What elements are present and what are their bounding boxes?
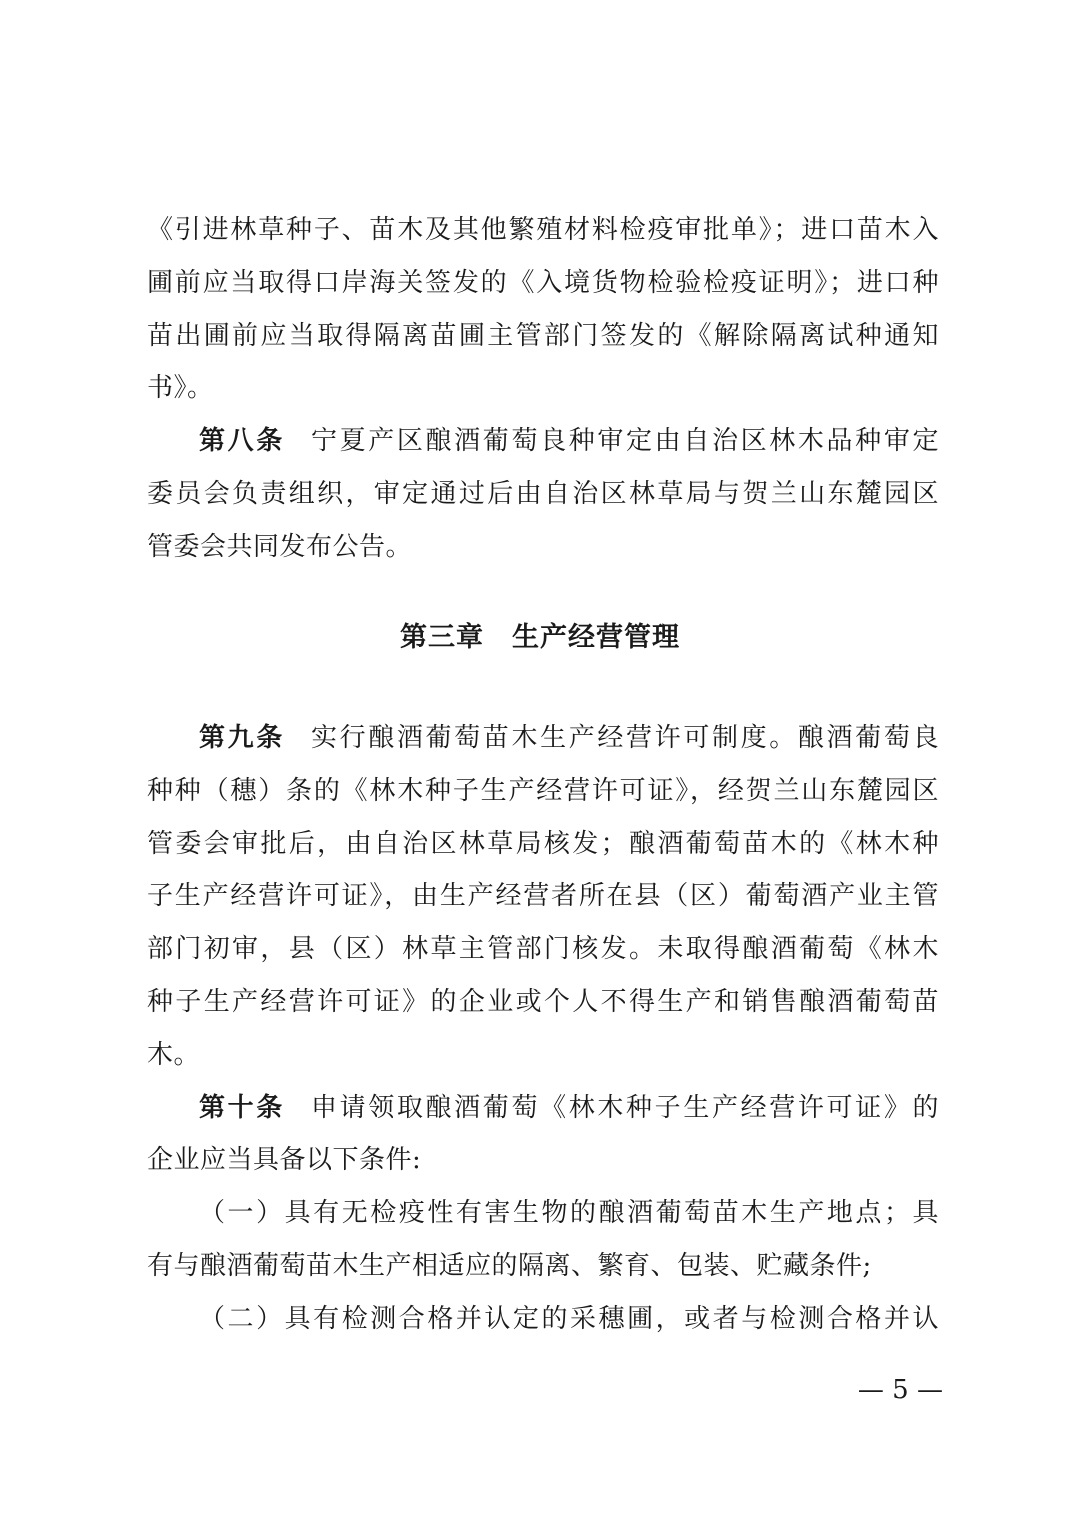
- text-line: 管委会审批后，由自治区林草局核发；酿酒葡萄苗木的《林木种: [147, 828, 939, 859]
- text-line: 书》。: [147, 373, 214, 404]
- text-line: 企业应当具备以下条件:: [147, 1145, 422, 1176]
- text-line: 部门初审，县（区）林草主管部门核发。未取得酿酒葡萄《林木: [147, 934, 939, 965]
- article-10-first-line: [147, 1082, 939, 1135]
- chapter-heading: [0, 612, 1080, 664]
- text-line: 管委会共同发布公告。: [147, 531, 413, 562]
- chapter-title: 生产经营管理: [512, 622, 680, 653]
- text-line: 木。: [147, 1039, 201, 1070]
- body-text-block-2: [147, 712, 939, 1346]
- text-line: 有与酿酒葡萄苗木生产相适应的隔离、繁育、包装、贮藏条件;: [147, 1250, 872, 1281]
- text-line: 子生产经营许可证》，由生产经营者所在县（区）葡萄酒产业主管: [147, 881, 939, 912]
- text-line: 圃前应当取得口岸海关签发的《入境货物检验检疫证明》；进口种: [147, 267, 939, 298]
- text-line: 种子生产经营许可证》的企业或个人不得生产和销售酿酒葡萄苗: [147, 986, 939, 1017]
- chapter-number: 第三章: [400, 622, 484, 653]
- article-9-label: 第九条: [199, 723, 285, 753]
- article-8-label: 第八条: [199, 426, 285, 457]
- page-number: — 5 —: [857, 1375, 943, 1405]
- body-text-block-1: [147, 204, 939, 574]
- article-10-label: 第十条: [199, 1092, 285, 1123]
- item-1-first-line: （一）具有无检疫性有害生物的酿酒葡萄苗木生产地点；具: [199, 1198, 939, 1229]
- text-line: 苗出圃前应当取得隔离苗圃主管部门签发的《解除隔离试种通知: [147, 320, 939, 351]
- text-line: 委员会负责组织，审定通过后由自治区林草局与贺兰山东麓园区: [147, 478, 939, 509]
- article-8-text: 宁夏产区酿酒葡萄良种审定由自治区林木品种审定: [310, 426, 939, 457]
- article-8-first-line: [147, 415, 939, 468]
- article-10-text: 申请领取酿酒葡萄《林木种子生产经营许可证》的: [310, 1092, 939, 1123]
- article-9-text: 实行酿酒葡萄苗木生产经营许可制度。酿酒葡萄良: [310, 723, 939, 753]
- text-line: 《引进林草种子、苗木及其他繁殖材料检疫审批单》；进口苗木入: [147, 215, 939, 245]
- text-line: 种种（穗）条的《林木种子生产经营许可证》，经贺兰山东麓园区: [147, 775, 939, 806]
- item-2-first-line: （二）具有检测合格并认定的采穗圃，或者与检测合格并认: [199, 1303, 939, 1334]
- article-9-first-line: [147, 712, 939, 765]
